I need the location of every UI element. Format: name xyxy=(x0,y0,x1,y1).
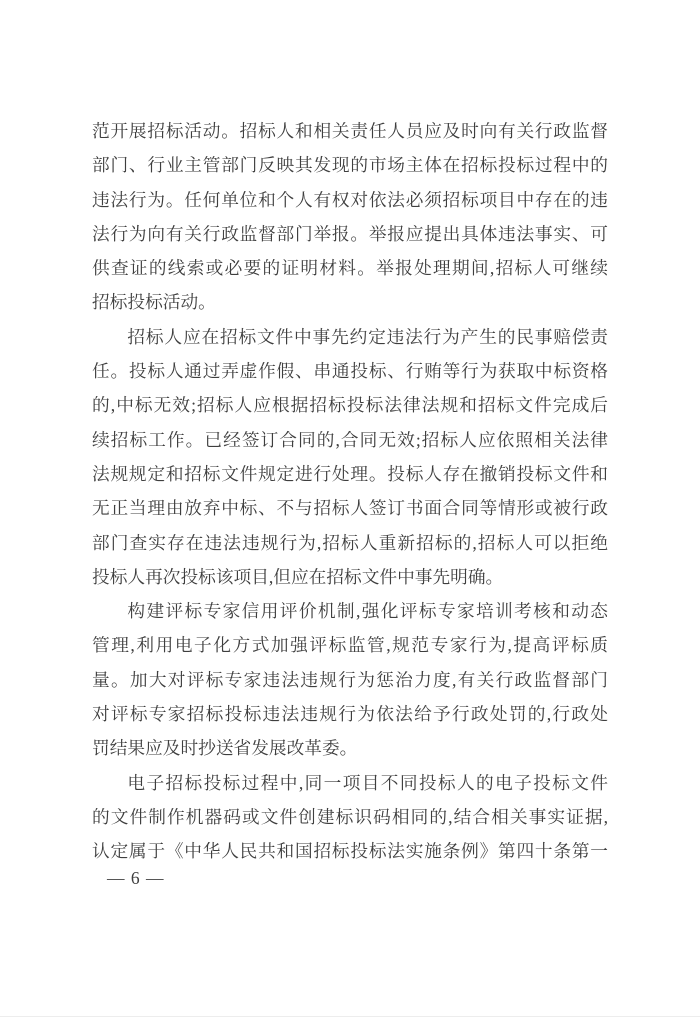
text-line: 管理,利用电子化方式加强评标监管,规范专家行为,提高评标质 xyxy=(92,635,608,656)
document-body xyxy=(92,114,608,869)
text-line: 供查证的线索或必要的证明材料。举报处理期间,招标人可继续 xyxy=(92,258,608,279)
text-line: 部门查实存在违法违规行为,招标人重新招标的,招标人可以拒绝 xyxy=(92,532,608,553)
text-line: 投标人再次投标该项目,但应在招标文件中事先明确。 xyxy=(92,566,504,587)
text-line: 续招标工作。已经签订合同的,合同无效;招标人应依照相关法律 xyxy=(92,429,608,450)
text-line: 电子招标投标过程中,同一项目不同投标人的电子投标文件 xyxy=(127,772,608,793)
text-line: 的,中标无效;招标人应根据招标投标法律法规和招标文件完成后 xyxy=(92,395,608,416)
text-line: 罚结果应及时抄送省发展改革委。 xyxy=(92,738,358,759)
text-line: 法规规定和招标文件规定进行处理。投标人存在撤销投标文件和 xyxy=(92,463,608,484)
text-line: 认定属于《中华人民共和国招标投标法实施条例》第四十条第一 xyxy=(92,841,608,862)
page-number: — 6 — xyxy=(107,868,165,888)
text-line: 部门、行业主管部门反映其发现的市场主体在招标投标过程中的 xyxy=(92,155,608,176)
text-line: 的文件制作机器码或文件创建标识码相同的,结合相关事实证据, xyxy=(92,806,608,827)
text-line: 范开展招标活动。招标人和相关责任人员应及时向有关行政监督 xyxy=(92,121,608,141)
text-line: 法行为向有关行政监督部门举报。举报应提出具体违法事实、可 xyxy=(92,223,608,244)
text-line: 对评标专家招标投标违法违规行为依法给予行政处罚的,行政处 xyxy=(92,704,608,725)
text-line: 任。投标人通过弄虚作假、串通投标、行贿等行为获取中标资格 xyxy=(92,361,608,382)
text-line: 量。加大对评标专家违法违规行为惩治力度,有关行政监督部门 xyxy=(92,669,608,690)
text-line: 构建评标专家信用评价机制,强化评标专家培训考核和动态 xyxy=(127,601,608,622)
text-line: 招标投标活动。 xyxy=(92,292,216,313)
text-line: 违法行为。任何单位和个人有权对依法必须招标项目中存在的违 xyxy=(92,189,608,210)
text-line: 招标人应在招标文件中事先约定违法行为产生的民事赔偿责 xyxy=(127,326,608,347)
text-line: 无正当理由放弃中标、不与招标人签订书面合同等情形或被行政 xyxy=(92,498,608,519)
